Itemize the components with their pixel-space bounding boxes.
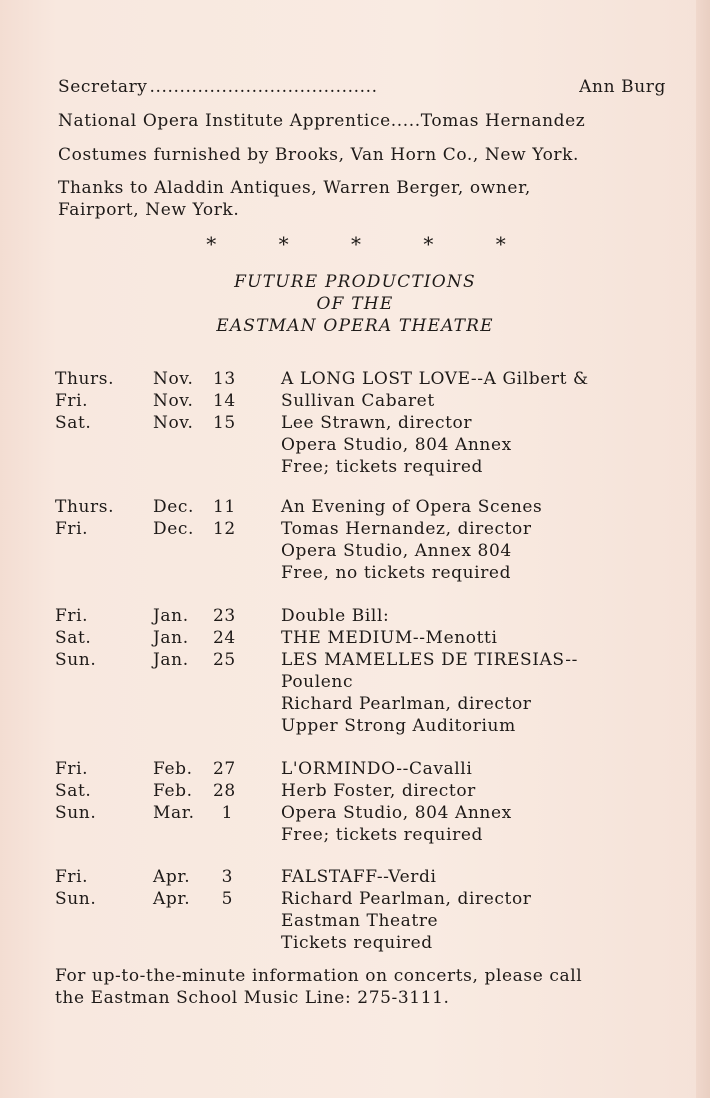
credit-role: Secretary [58,77,148,97]
credit-name: Ann Burg [579,77,666,97]
credit-role: National Opera Institute Apprentice [58,111,391,131]
schedule-row [55,650,675,672]
day-label: Fri. [55,606,89,626]
production-detail: Tickets required [281,933,433,953]
thanks-line: Thanks to Aladdin Antiques, Warren Berger, owner, [58,178,531,198]
credit-dots: ..... [390,111,421,131]
section-heading: FUTURE PRODUCTIONS [234,272,476,292]
day-label: Sun. [55,889,97,909]
production-detail: Tomas Hernandez, director [281,519,532,539]
production-entry [55,606,675,738]
month-label: Nov. [153,391,194,411]
divider-asterisks: * * * * * [206,232,534,256]
schedule-row [55,911,675,933]
date-label: 25 [213,650,236,670]
credit-dots: ...................................... [149,77,378,97]
schedule-row [55,541,675,563]
production-detail: Opera Studio, 804 Annex [281,435,512,455]
month-label: Dec. [153,497,195,517]
day-label: Thurs. [55,497,115,517]
schedule-row [55,563,675,585]
month-label: Feb. [153,759,193,779]
schedule-row [55,369,675,391]
day-label: Sun. [55,650,97,670]
production-detail: THE MEDIUM--Menotti [281,628,498,648]
footer-note [55,965,675,1009]
month-label: Jan. [153,650,189,670]
thanks-line: Fairport, New York. [58,200,240,220]
day-label: Fri. [55,867,89,887]
footer-line: For up-to-the-minute information on concerts, please call [55,966,583,986]
date-label: 27 [213,759,236,779]
production-detail: Herb Foster, director [281,781,476,801]
page-edge [696,0,710,1098]
schedule-row [55,391,675,413]
month-label: Nov. [153,369,194,389]
date-label: 14 [213,391,236,411]
month-label: Feb. [153,781,193,801]
section-heading: EASTMAN OPERA THEATRE [216,316,494,336]
production-detail: Free, no tickets required [281,563,512,583]
schedule-row [55,628,675,650]
production-detail: Free; tickets required [281,825,484,845]
production-detail: An Evening of Opera Scenes [281,497,543,517]
production-detail: Opera Studio, 804 Annex [281,803,512,823]
schedule-row [55,759,675,781]
date-label: 13 [213,369,236,389]
date-label: 1 [221,803,233,823]
day-label: Sat. [55,413,92,433]
schedule-row [55,457,675,479]
date-label: 12 [213,519,236,539]
schedule-row [55,519,675,541]
day-label: Fri. [55,391,89,411]
production-detail: A LONG LOST LOVE--A Gilbert & [281,369,589,389]
schedule-row [55,694,675,716]
production-entry [55,867,675,955]
schedule-row [55,716,675,738]
costumes-note: Costumes furnished by Brooks, Van Horn Co., New York. [58,145,580,165]
date-label: 28 [213,781,236,801]
schedule-row [55,497,675,519]
month-label: Apr. [153,889,191,909]
schedule-row [55,781,675,803]
date-label: 23 [213,606,236,626]
schedule-row [55,803,675,825]
day-label: Thurs. [55,369,115,389]
date-label: 11 [213,497,236,517]
day-label: Fri. [55,759,89,779]
schedule-row [55,889,675,911]
credit-name: Tomas Hernandez [420,111,586,131]
production-detail: L'ORMINDO--Cavalli [281,759,473,779]
date-label: 3 [221,867,233,887]
schedule-row [55,933,675,955]
production-detail: Double Bill: [281,606,390,626]
production-detail: FALSTAFF--Verdi [281,867,437,887]
day-label: Sat. [55,628,92,648]
production-detail: Richard Pearlman, director [281,694,532,714]
production-detail: LES MAMELLES DE TIRESIAS-- [281,650,578,670]
schedule-row [55,435,675,457]
footer-line: the Eastman School Music Line: 275-3111. [55,988,450,1008]
day-label: Fri. [55,519,89,539]
production-entry [55,497,675,585]
month-label: Apr. [153,867,191,887]
production-detail: Upper Strong Auditorium [281,716,516,736]
day-label: Sun. [55,803,97,823]
month-label: Jan. [153,628,189,648]
production-detail: Richard Pearlman, director [281,889,532,909]
date-label: 15 [213,413,236,433]
month-label: Dec. [153,519,195,539]
month-label: Jan. [153,606,189,626]
date-label: 5 [221,889,233,909]
month-label: Nov. [153,413,194,433]
schedule-row [55,413,675,435]
date-label: 24 [213,628,236,648]
schedule-row [55,825,675,847]
production-detail: Poulenc [281,672,354,692]
production-detail: Free; tickets required [281,457,484,477]
credit-secretary [58,77,666,97]
day-label: Sat. [55,781,92,801]
schedule-row [55,606,675,628]
production-detail: Opera Studio, Annex 804 [281,541,512,561]
production-detail: Sullivan Cabaret [281,391,435,411]
production-detail: Lee Strawn, director [281,413,473,433]
month-label: Mar. [153,803,195,823]
schedule-row [55,672,675,694]
section-heading: OF THE [316,294,394,314]
schedule-row [55,867,675,889]
production-entry [55,369,675,479]
production-entry [55,759,675,847]
credit-apprentice [58,111,585,131]
production-detail: Eastman Theatre [281,911,439,931]
